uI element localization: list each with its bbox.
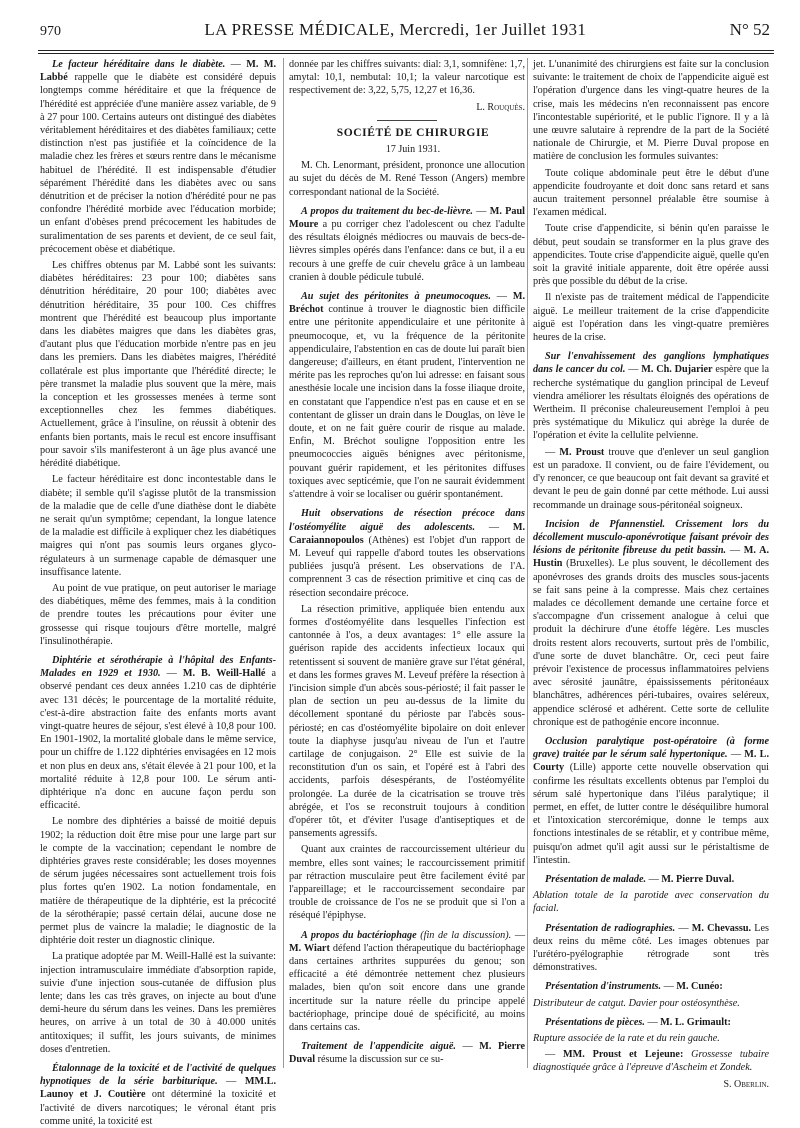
article-title: Présentation de radiographies. — [545, 922, 676, 934]
article-paragraph: Le facteur héréditaire est donc incontestable dans le diabète; il semble qu'il s'agisse plutôt de la transmission de la maladie que de celle d'une diathèse dont le diabète ne serait qu'un symptôme; cependant, la longue latence de la maladie est difficile à expliquer chez les diabétiques maigres qui n'ont pas soumis leurs organes glyco-régulateurs à un surmenage capable de démasquer une insuffisance latente. — [40, 474, 276, 578]
article-author: M. Paul Moure — [289, 205, 525, 231]
article-paragraph: donnée par les chiffres suivants: dial: 3,1, somnifène: 1,7, amytal: 10,1, nembutal: 10,1; la valeur narcotique est respectivement de: 3,22, 5,75, 12,27 et 16,36. — [289, 59, 525, 97]
article-text: rappelle que le diabète est considéré depuis longtemps comme héréditaire et que la fréquence de l'hérédité est appréciée d'une manière assez variable, de 9 à 27 pour 100. Certains auteurs ont distingué des diabètes véritablement héréditaires et des diabètes familiaux; cette distinction n'est pas justifiée et la coïncidence de la maladie chez les frères et sœurs rentre dans le mécanisme habituel de l'hérédité. Il est indispensable d'étudier séparément l'hérédité dans les diabètes avec ou sans dénutrition et de préciser la notion d'hérédité pour ne pas confondre l'hérédité morbide avec l'éducation morbide; un enfant d'obèses prend précocement les habitudes de suralimentation de ses parents et devient, de ce seul fait, précocement obèse et diabétique. — [40, 72, 276, 255]
article-author: M. Pierre Duval — [289, 1041, 526, 1066]
article-author: M. Proust — [559, 446, 605, 458]
article-author: M. Ch. Dujarier — [641, 364, 713, 376]
article-author: M. Cunéo: — [676, 981, 723, 993]
article-text: Rupture associée de la rate et du rein gauche. — [533, 1033, 720, 1045]
article-text: trouve que d'enlever un seul ganglion est un paradoxe. Il convient, ou de faire l'évidement, ou d'y renoncer, ce que beaucoup ont fait devant sa gravité et devant le peu de gain donné par cette méthode. Lui aussi recommande un drainage sous-péritonéal soigneux. — [533, 446, 770, 511]
article-title: Occlusion paralytique post-opératoire (à forme grave) traitée par le sérum salé hypertonique. — [533, 735, 769, 761]
article-paragraph: M. Ch. Lenormant, président, prononce une allocution au sujet du décès de M. René Tesson (Angers) membre correspondant national de la Société. — [289, 160, 525, 198]
society-heading: SOCIÉTÉ DE CHIRURGIE — [336, 126, 490, 139]
page-header — [40, 20, 770, 50]
column-1 — [40, 58, 277, 1127]
article-caraiannopoulos: Huit observations de résection précoce dans l'ostéomyélite aiguë des adolescents. — M. Caraiannopoulos (Athènes) est l'objet d'un rapport de M. Leveuf qui rappelle d'abord toutes les observations publiées jusqu'à présent. Les observations de l'A. comprennent 3 cas de résection primitive et cinq cas de résection secondaire précoce. — [289, 508, 525, 599]
article-author: M. Bréchot — [289, 291, 526, 316]
article-title: Présentation de malade. — [545, 873, 647, 885]
article-title: Présentations de pièces. — [545, 1016, 645, 1028]
article-signature: S. Oberlin. — [723, 1078, 769, 1090]
page-number: 970 — [40, 24, 61, 39]
header-rule-double — [38, 53, 774, 54]
article-author: M. L. Courty — [533, 749, 770, 774]
article-title: Étalonnage de la toxicité et de l'activité de quelques hypnotiques de la série barbiturique. — [40, 1063, 276, 1088]
section-rule — [377, 120, 437, 121]
article-paragraph: — M. Proust trouve que d'enlever un seul ganglion est un paradoxe. Il convient, ou de faire l'évidement, ou d'y renoncer, ce que beaucoup ont fait devant sa gravité et devant le peu de gain donné par cette méthode. Lui aussi recommande un drainage sous-péritonéal soigneux. — [533, 446, 770, 511]
journal-title: LA PRESSE MÉDICALE, Mercredi, 1er Juillet 1931 — [204, 20, 587, 39]
article-paragraph: Au point de vue pratique, on peut autoriser le mariage des diabétiques, même des femmes, mais à la condition de prendre toutes les précautions pour éviter une grossesse qui risque toujours d'être mortelle, malgré l'insulinothérapie. — [40, 582, 276, 647]
article-presentation-radiographies: Présentation de radiographies. — M. Chevassu. Les deux reins du même côté. Les images obtenues par l'urétéro-pyélographie rétrograde sont très démonstratives. — [533, 922, 769, 974]
article-author: M. Chevassu. — [691, 922, 752, 934]
article-text: Grossesse tubaire diagnostiquée grâce à l'épreuve d'Ascheim et Zondek. — [533, 1049, 769, 1074]
article-author: M. L. Grimault: — [660, 1016, 731, 1028]
article-title: Présentation d'instruments. — [545, 981, 662, 993]
article-labbe: Le facteur héréditaire dans le diabète. — M. M. Labbé rappelle que le diabète est considéré depuis longtemps comme héréditaire et que la fréquence de l'hérédité est appréciée d'une manière assez variable, de 9 à 27 pour 100. Certains auteurs ont distingué des diabètes véritablement héréditaires et des diabètes familiaux; cette distinction n'est pas justifiée et la coïncidence de la maladie chez les frères et sœurs rentre dans le mécanisme habituel de l'hérédité. Il est indispensable d'étudier séparément l'hérédité dans les diabètes avec ou sans dénutrition et de préciser la notion d'hérédité pour ne pas confondre l'hérédité morbide avec l'éducation morbide; un enfant d'obèses prend précocement les habitudes de suralimentation de ses parents et devient, de ce seul fait, précocement obèse et diabétique. — [40, 59, 277, 255]
article-courty: Occlusion paralytique post-opératoire (à forme grave) traitée par le sérum salé hypertonique. — M. L. Courty (Lille) apporte cette nouvelle observation qui confirme les résultats excellents obtenus par l'emploi du sérum salé hypertonique dans l'iléus paralytique; il permet, en effet, de lutter contre le déséquilibre humoral et l'intoxication stercorémique, donne le temps aux fonctions intestinales de se rétablir, et y contribue même, puisqu'on admet qu'il agit aussi sur le péristaltisme de l'intestin. — [533, 735, 770, 866]
article-text: (Athènes) est l'objet d'un rapport de M. Leveuf qui rappelle d'abord toutes les observations publiées jusqu'à présent. Les observations de l'A. comprennent 3 cas de résection primitive et cinq cas de résection secondaire précoce. — [289, 534, 525, 599]
article-author: M. M. Labbé — [40, 59, 277, 84]
article-moure: A propos du traitement du bec-de-lièvre. — M. Paul Moure a pu corriger chez l'adolescent ou chez l'adulte des résultats éloignés médiocres ou mauvais de becs-de-lièvres simples opérés dans l'enfance: dans ce but, il a eu recours à une greffe de cuir chevelu grâce à un lambeau cranien à double pédicule tubulé. — [289, 205, 526, 283]
article-paragraph: La résection primitive, appliquée bien entendu aux formes d'ostéomyélite dans lesquelles l'infection est cantonnée à l'os, a deux avantages: 1° elle assure la guérison rapide des accidents infectieux locaux qui retentissent si souvent de manière grave sur l'état général, et dans les formes graves M. Leveuf préfère la résection à l'incision simple d'un abcès sous-périosté; il fait passer le plan de section un peu au-dessus de la limite du décollement spontané du périoste par l'abcès sous-périosté; en cas d'ostéomyélite bipolaire on doit enlever toute la diaphyse jusqu'au niveau de l'un et l'autre cartilage de conjugaison. 2° Elle est suivie de la reconstitution d'un os sain, et l'opéré est à l'abri des accidents, parfois désespérants, de l'ostéomyélite prolongée. La durée de la cicatrisation se trouve très abrégée, et l'os se reconstruit toujours à condition d'opérer tôt, et d'éviter l'usage d'antiseptiques et de pansements agressifs. — [289, 603, 525, 840]
article-text: Ablation totale de la parotide avec conservation du facial. — [533, 890, 769, 915]
article-presentation-malade: Présentation de malade. — M. Pierre Duval. — [545, 873, 735, 885]
article-author: MM. Proust et Lejeune: — [563, 1049, 684, 1061]
article-author: M. Pierre Duval. — [661, 873, 735, 885]
article-paragraph: Quant aux craintes de raccourcissement ultérieur du membre, elles sont vaines; le raccourcissement primitif par rétraction musculaire peut être facilement évité par l'appareillage; et le raccourcissement secondaire par trouble de croissance de l'os ne se produit que si l'on a réséqué l'épiphyse. — [289, 844, 525, 922]
article-duval: Traitement de l'appendicite aiguë. — M. Pierre Duval résume la discussion sur ce su- — [289, 1041, 526, 1066]
session-date: 17 Juin 1931. — [385, 144, 441, 156]
article-paragraph: Toute crise d'appendicite, si bénin qu'en paraisse le début, peut soudain se transformer en la plus grave des appendicites. Toute crise d'appendicite aiguë, quelle qu'en soit la gravité initiale apparente, doit être opérée aussi près que possible du début de la crise. — [533, 223, 769, 288]
article-paragraph: La pratique adoptée par M. Weill-Hallé est la suivante: injection intramusculaire immédiate d'absorption rapide, suivie d'une injection sous-cutanée de diffusion plus lente; dans les cas très graves, on injecte au bout d'une demi-heure du sérum dans les veines. Dans les premières heures, on arrive à un total de 30 à 40.000 unités antitoxiques; il suffit, les jours suivants, de minimes doses d'entretien. — [40, 951, 276, 1055]
article-signature: L. Rouquès. — [476, 101, 525, 113]
article-paragraph: jet. L'unanimité des chirurgiens est faite sur la conclusion suivante: le traitement de choix de l'appendicite aiguë est l'opération d'urgence dans les vingt-quatre heures de la crise, mais les médecins n'en reconnaissent pas encore l'incontestable supériorité, et le public l'ignore. Il y a là une œuvre salutaire à reprendre de la part de la Société nationale de Chirurgie, et M. Pierre Duval propose en matière de conclusion les formules suivantes: — [533, 59, 769, 163]
article-presentation-instruments: Présentation d'instruments. — M. Cunéo: — [545, 981, 723, 993]
article-text: Les deux reins du même côté. Les images obtenues par l'urétéro-pyélographie rétrograde sont très démonstratives. — [533, 922, 769, 974]
article-author: M. B. Weill-Hallé — [182, 668, 266, 680]
article-text: espère que la recherche systématique du ganglion principal de Leveuf viendra améliorer les résultats éloignés des opérations de Wertheim. Il préconise chaleureusement l'emploi à peu près systématique du Mikulicz qui abrège la durée de l'opération et évite la cellulite pelvienne. — [533, 364, 770, 442]
article-title: Au sujet des péritonites à pneumocoques. — [301, 291, 491, 303]
article-paragraph: Il n'existe pas de traitement médical de l'appendicite aiguë. Le meilleur traitement de la crise d'appendicite aiguë est l'opération dans les vingt-quatre premières heures de la crise. — [533, 292, 769, 344]
article-hustin: Incision de Pfannenstiel. Crissement lors du décollement musculo-aponévrotique faisant prévoir des lésions de péritonite fibreuse du petit bassin. — M. A. Hustin (Bruxelles). Le plus souvent, le décollement des aponévroses des grands droits des muscles sous-jacents se fait sans peine à la compresse. Mais chez certaines malades ce décollement demande une certaine force et s'accompagne d'un crissement analogue à celui que produit la déchirure d'une étoffe légère. Les muscles droits restent alors recouverts, surtout près de l'ombilic, d'une sorte de duvet blanchâtre. Or, ceci peut faire prévoir l'existence de processus inflammatoires pelviens avec sérosité jaunâtre, épaississements péritonéaux blanchâtres, adhérences péri-tubaires, ovaires seléreux, appendice sclérosé et adhérent. Cette sorte de cellulite chronique est de pathogénie encore inconnue. — [533, 518, 769, 728]
issue-number: N° 52 — [729, 20, 770, 39]
article-presentation-pieces: Présentations de pièces. — M. L. Grimault: — [545, 1016, 731, 1028]
column-2 — [289, 58, 525, 1076]
article-text: continue à trouver le diagnostic bien difficile entre une péritonite appendiculaire et une péritonite à pneumocoque, et, vu la fréquence de la péritonite appendiculaire, l'abstention en cas de doute lui paraît bien dangereuse; d'ailleurs, en étant prudent, l'intervention ne mérite pas les reproches qu'on lui adresse: en faisant sous anesthésie locale une incision dans la fosse iliaque droite, en constatant que l'appendice n'est pas en cause et en se contentant de glisser un drain dans le Douglas, on lève le doute, et on ne fait guère courir de risque au malade. Enfin, M. Bréchot souligne l'opposition entre les pneumococcies aiguës bénignes avec péritonisme, pouvant guérir rapidement, et les péritonites diffuses toxiques avec septicémie, que l'on ne saurait évidemment s'attendre à voir se localiser ou guérir spontanément. — [289, 304, 525, 501]
article-title: Incision de Pfannenstiel. Crissement lors du décollement musculo-aponévrotique faisant prévoir des lésions de péritonite fibreuse du petit bassin. — [533, 518, 769, 557]
article-title: Sur l'envahissement des ganglions lymphatiques dans le cancer du col. — [533, 351, 769, 376]
header-rule — [38, 50, 774, 51]
article-text: (Bruxelles). Le plus souvent, le décollement des aponévroses des grands droits des muscles sous-jacents se fait sans peine à la compresse. Mais chez certaines malades ce décollement demande une certaine force et s'accompagne d'un crissement analogue à celui que produit la déchirure d'une étoffe légère. Les muscles droits restent alors recouverts, surtout près de l'ombilic, d'une sorte de duvet blanchâtre. Or, ceci peut faire prévoir l'existence de processus inflammatoires pelviens avec sérosité jaunâtre, épaississements péritonéaux blanchâtres, adhérences péri-tubaires, ovaires seléreux, appendice sclérosé et adhérent. Cette sorte de cellulite chronique est de pathogénie encore inconnue. — [533, 558, 769, 728]
article-paragraph: — MM. Proust et Lejeune: Grossesse tubaire diagnostiquée grâce à l'épreuve d'Ascheim et Zondek. — [533, 1049, 769, 1074]
article-subtitle: (fin de la discussion). — [420, 929, 512, 941]
article-text: défend l'action thérapeutique du bactériophage dans certaines arthrites suppurées du genou; son efficacité a été démontrée nettement chez plusieurs malades, bien qu'on soit encore dans une grande incertitude sur la nature réelle du principe appelé bactériophage, principe doué de spécificité, au moins dans certains cas. — [289, 942, 525, 1034]
article-text: Distributeur de catgut. Davier pour ostéosynthèse. — [533, 997, 740, 1009]
article-dujarier: Sur l'envahissement des ganglions lymphatiques dans le cancer du col. — M. Ch. Dujarier espère que la recherche systématique du ganglion principal de Leveuf viendra améliorer les résultats éloignés des opérations de Wertheim. Il préconise chaleureusement l'emploi à peu près systématique du Mikulicz qui abrège la durée de l'opération et évite la cellulite pelvienne. — [533, 351, 770, 442]
column-divider — [527, 58, 528, 1068]
article-title: A propos du bactériophage — [301, 929, 417, 941]
column-3 — [533, 58, 770, 1090]
article-brechot: Au sujet des péritonites à pneumocoques. — M. Bréchot continue à trouver le diagnostic bien difficile entre une péritonite appendiculaire et une péritonite à pneumocoque, et, vu la fréquence de la péritonite appendiculaire, l'abstention en cas de doute lui paraît bien dangereuse; d'ailleurs, en étant prudent, l'intervention ne mérite pas les reproches qu'on lui adresse: en faisant sous anesthésie locale une incision dans la fosse iliaque droite, en constatant que l'appendice n'est pas en cause et en se contentant de glisser un drain dans le Douglas, on lève le doute, et on ne fait guère courir de risque au malade. Enfin, M. Bréchot souligne l'opposition entre les pneumococcies aiguës bénignes avec péritonisme, pouvant guérir rapidement, et les péritonites diffuses toxiques avec septicémie, que l'on ne saurait évidemment s'attendre à voir se localiser ou guérir spontanément. — [289, 291, 526, 501]
article-title: Le facteur héréditaire dans le diabète. — [52, 59, 226, 70]
article-author: M. Wiart — [289, 942, 330, 954]
article-paragraph: Le nombre des diphtéries a baissé de moitié depuis 1902; la réduction doit être mise pour une large part sur le compte de la vaccination; cependant le nombre de diphtéries graves reste considérable; les doses moyennes de sérum jugées nécessaires sont actuellement trois fois plus fortes qu'en 1902. La notion fondamentale, en matière de thérapeutique de la diphtérie, est la précocité de la sérothérapie; passé certain délai, aucune dose ne permet plus de vaincre la maladie; le diagnostic de la diphtérie doit rester un diagnostic clinique. — [40, 816, 276, 947]
article-launoy: Étalonnage de la toxicité et de l'activité de quelques hypnotiques de la série barbiturique. — MM.L. Launoy et J. Coutière ont déterminé la toxicité et l'activité de divers narcotiques; le véronal étant pris comme unité, la toxicité est — [40, 1063, 276, 1127]
article-title: A propos du traitement du bec-de-lièvre. — [301, 205, 473, 217]
article-weill-halle: Diphtérie et sérothérapie à l'hôpital des Enfants-Malades en 1929 et 1930. — M. B. Weill-Hallé a observé pendant ces deux années 1.210 cas de diphtérie avec 131 décès; le pourcentage de la mortalité réduite, c'est-à-dire abstraction faite des enfants morts avant vingt-quatre heures de séjour, s'est élevé à 10,8 pour 100. En 1901-1902, la mortalité globale dans le même service, pour un chiffre de 1.122 diphtéries envisagées en 12 mois et non plus en deux ans, s'était élevée à 21 pour 100, et la mortalité réduite à 12,8 pour 100. Le sérum anti-diphtérique n'a donc en aucune façon perdu son efficacité. — [40, 654, 277, 812]
article-title: Traitement de l'appendicite aiguë. — [301, 1041, 456, 1053]
article-text: a observé pendant ces deux années 1.210 cas de diphtérie avec 131 décès; le pourcentage de la mortalité réduite, c'est-à-dire abstraction faite des enfants morts avant vingt-quatre heures de séjour, s'est élevé à 10,8 pour 100. En 1901-1902, la mortalité globale dans le même service, pour un chiffre de 1.122 diphtéries envisagées en 12 mois et non plus en deux ans, s'était élevée à 21 pour 100, et la mortalité réduite à 12,8 pour 100. Le sérum anti-diphtérique n'a donc en aucune façon perdu son efficacité. — [40, 668, 277, 812]
article-text: résume la discussion sur ce su- — [317, 1054, 444, 1066]
article-paragraph: Les chiffres obtenus par M. Labbé sont les suivants: diabètes héréditaires: 23 pour 100; diabètes sans dénutrition héréditaire, 20 pour 100; diabètes avec dénutrition héréditaire, 35 pour 100. Ces chiffres montrent que l'hérédité est beaucoup plus importante dans les diabètes maigres que dans les diabètes gras, d'autant plus que l'éducation morbide n'entre pas en jeu dans les premiers. Dans les diabètes maigres, l'hérédité collatérale est plus importante que l'hérédité directe; le père transmet la maladie plus souvent que la mère, mais la conception et les grossesses menées à terme sont exceptionnelles chez les femmes diabétiques. Actuellement, grâce à l'insuline, on réussit à obtenir des enfants bien portants, mais le recul est encore insuffisant pour savoir s'ils manifesteront à un âge plus avancé une hérédité diabétique. — [40, 260, 276, 470]
article-text: (Lille) apporte cette nouvelle observation qui confirme les résultats excellents obtenus par l'emploi du sérum salé hypertonique dans l'iléus paralytique; il permet, en effet, de lutter contre le déséquilibre humoral et l'intoxication stercorémique, donne le temps aux fonctions intestinales de se rétablir, et y contribue même, puisqu'on admet qu'il agit aussi sur le péristaltisme de l'intestin. — [533, 762, 770, 866]
column-divider — [283, 58, 284, 1068]
article-title: Huit observations de résection précoce dans l'ostéomyélite aiguë des adolescents. — [289, 508, 525, 533]
article-text: a pu corriger chez l'adolescent ou chez l'adulte des résultats éloignés médiocres ou mauvais de becs-de-lièvres simples opérés dans l'enfance: dans ce but, il a eu recours à une greffe de cuir chevelu grâce à un lambeau cranien à double pédicule tubulé. — [289, 219, 526, 283]
article-author: M. A. Hustin — [533, 545, 769, 570]
article-wiart: A propos du bactériophage (fin de la discussion). — M. Wiart défend l'action thérapeutique du bactériophage dans certaines arthrites suppurées du genou; son efficacité a été démontrée nettement chez plusieurs malades, bien qu'on soit encore dans une grande incertitude sur la nature réelle du principe appelé bactériophage, principe doué de spécificité, au moins dans certains cas. — [289, 929, 526, 1034]
article-text: ont déterminé la toxicité et l'activité de divers narcotiques; le véronal étant pris comme unité, la toxicité est — [40, 1089, 276, 1127]
article-paragraph: Toute colique abdominale peut être le début d'une appendicite foudroyante et doit donc sans retard et sans aucun traitement personnel préalable être soumise à l'examen médical. — [533, 167, 769, 219]
article-author: MM.L. Launoy et J. Coutière — [40, 1076, 276, 1101]
article-author: M. Caraiannopoulos — [289, 521, 525, 546]
article-title: Diphtérie et sérothérapie à l'hôpital des Enfants-Malades en 1929 et 1930. — [40, 654, 276, 680]
